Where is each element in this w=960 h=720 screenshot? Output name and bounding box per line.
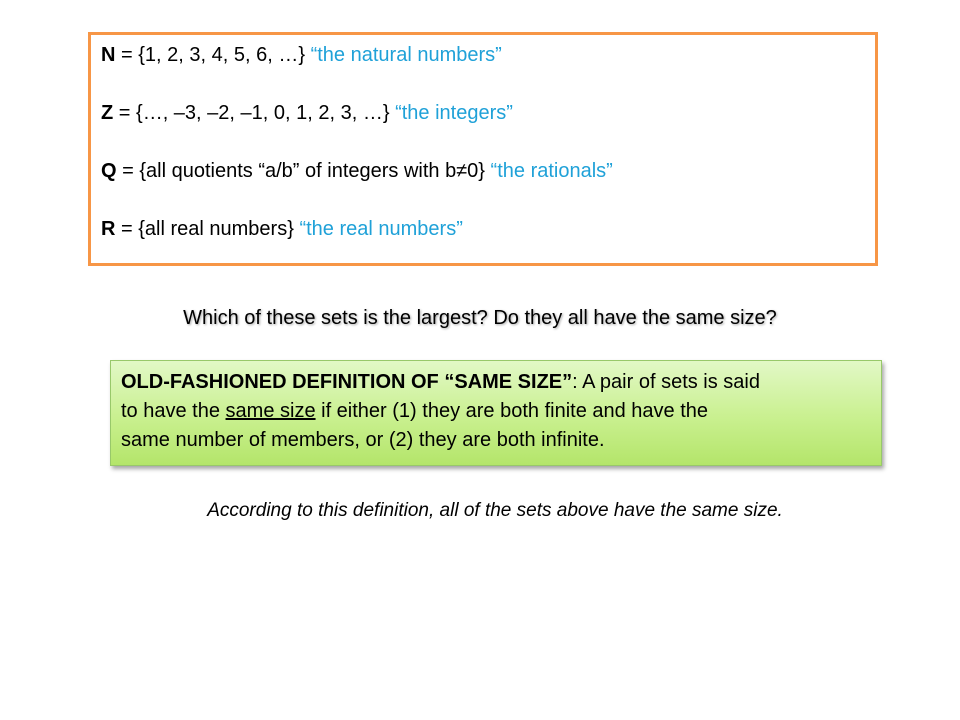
- definition-text: to have the: [121, 400, 226, 422]
- set-natural-numbers: [101, 43, 875, 67]
- same-size-term: same size: [225, 400, 316, 422]
- definition-text: if either (1) they are both finite and have the: [315, 400, 709, 422]
- definition-box: [110, 360, 882, 466]
- set-description: “the integers”: [395, 102, 513, 124]
- definition-line-1: [121, 368, 871, 397]
- set-definition: = {…, –3, –2, –1, 0, 1, 2, 3, …}: [113, 102, 396, 124]
- set-real-numbers: [101, 217, 875, 241]
- definition-text: : A pair of sets is said: [572, 371, 760, 393]
- set-letter: Z: [101, 102, 114, 124]
- set-rationals: [101, 159, 875, 183]
- set-description: “the rationals”: [490, 160, 613, 182]
- conclusion-text: According to this definition, all of the sets above have the same size.: [207, 500, 783, 521]
- sets-box: [88, 32, 878, 266]
- set-integers: [101, 101, 875, 125]
- set-definition: = {1, 2, 3, 4, 5, 6, …}: [115, 44, 311, 66]
- set-definition: = {all real numbers}: [115, 218, 300, 240]
- set-letter: R: [101, 218, 116, 240]
- definition-heading: OLD-FASHIONED DEFINITION OF “SAME SIZE”: [121, 371, 573, 393]
- question-text: Which of these sets is the largest? Do they all have the same size?: [183, 307, 777, 329]
- set-description: “the natural numbers”: [310, 44, 502, 66]
- set-definition: = {all quotients “a/b” of integers with b≠0}: [116, 160, 491, 182]
- set-letter: Q: [101, 160, 117, 182]
- definition-line-3: same number of members, or (2) they are both infinite.: [121, 429, 605, 451]
- set-letter: N: [101, 44, 116, 66]
- set-description: “the real numbers”: [299, 218, 463, 240]
- definition-line-2: [121, 397, 871, 426]
